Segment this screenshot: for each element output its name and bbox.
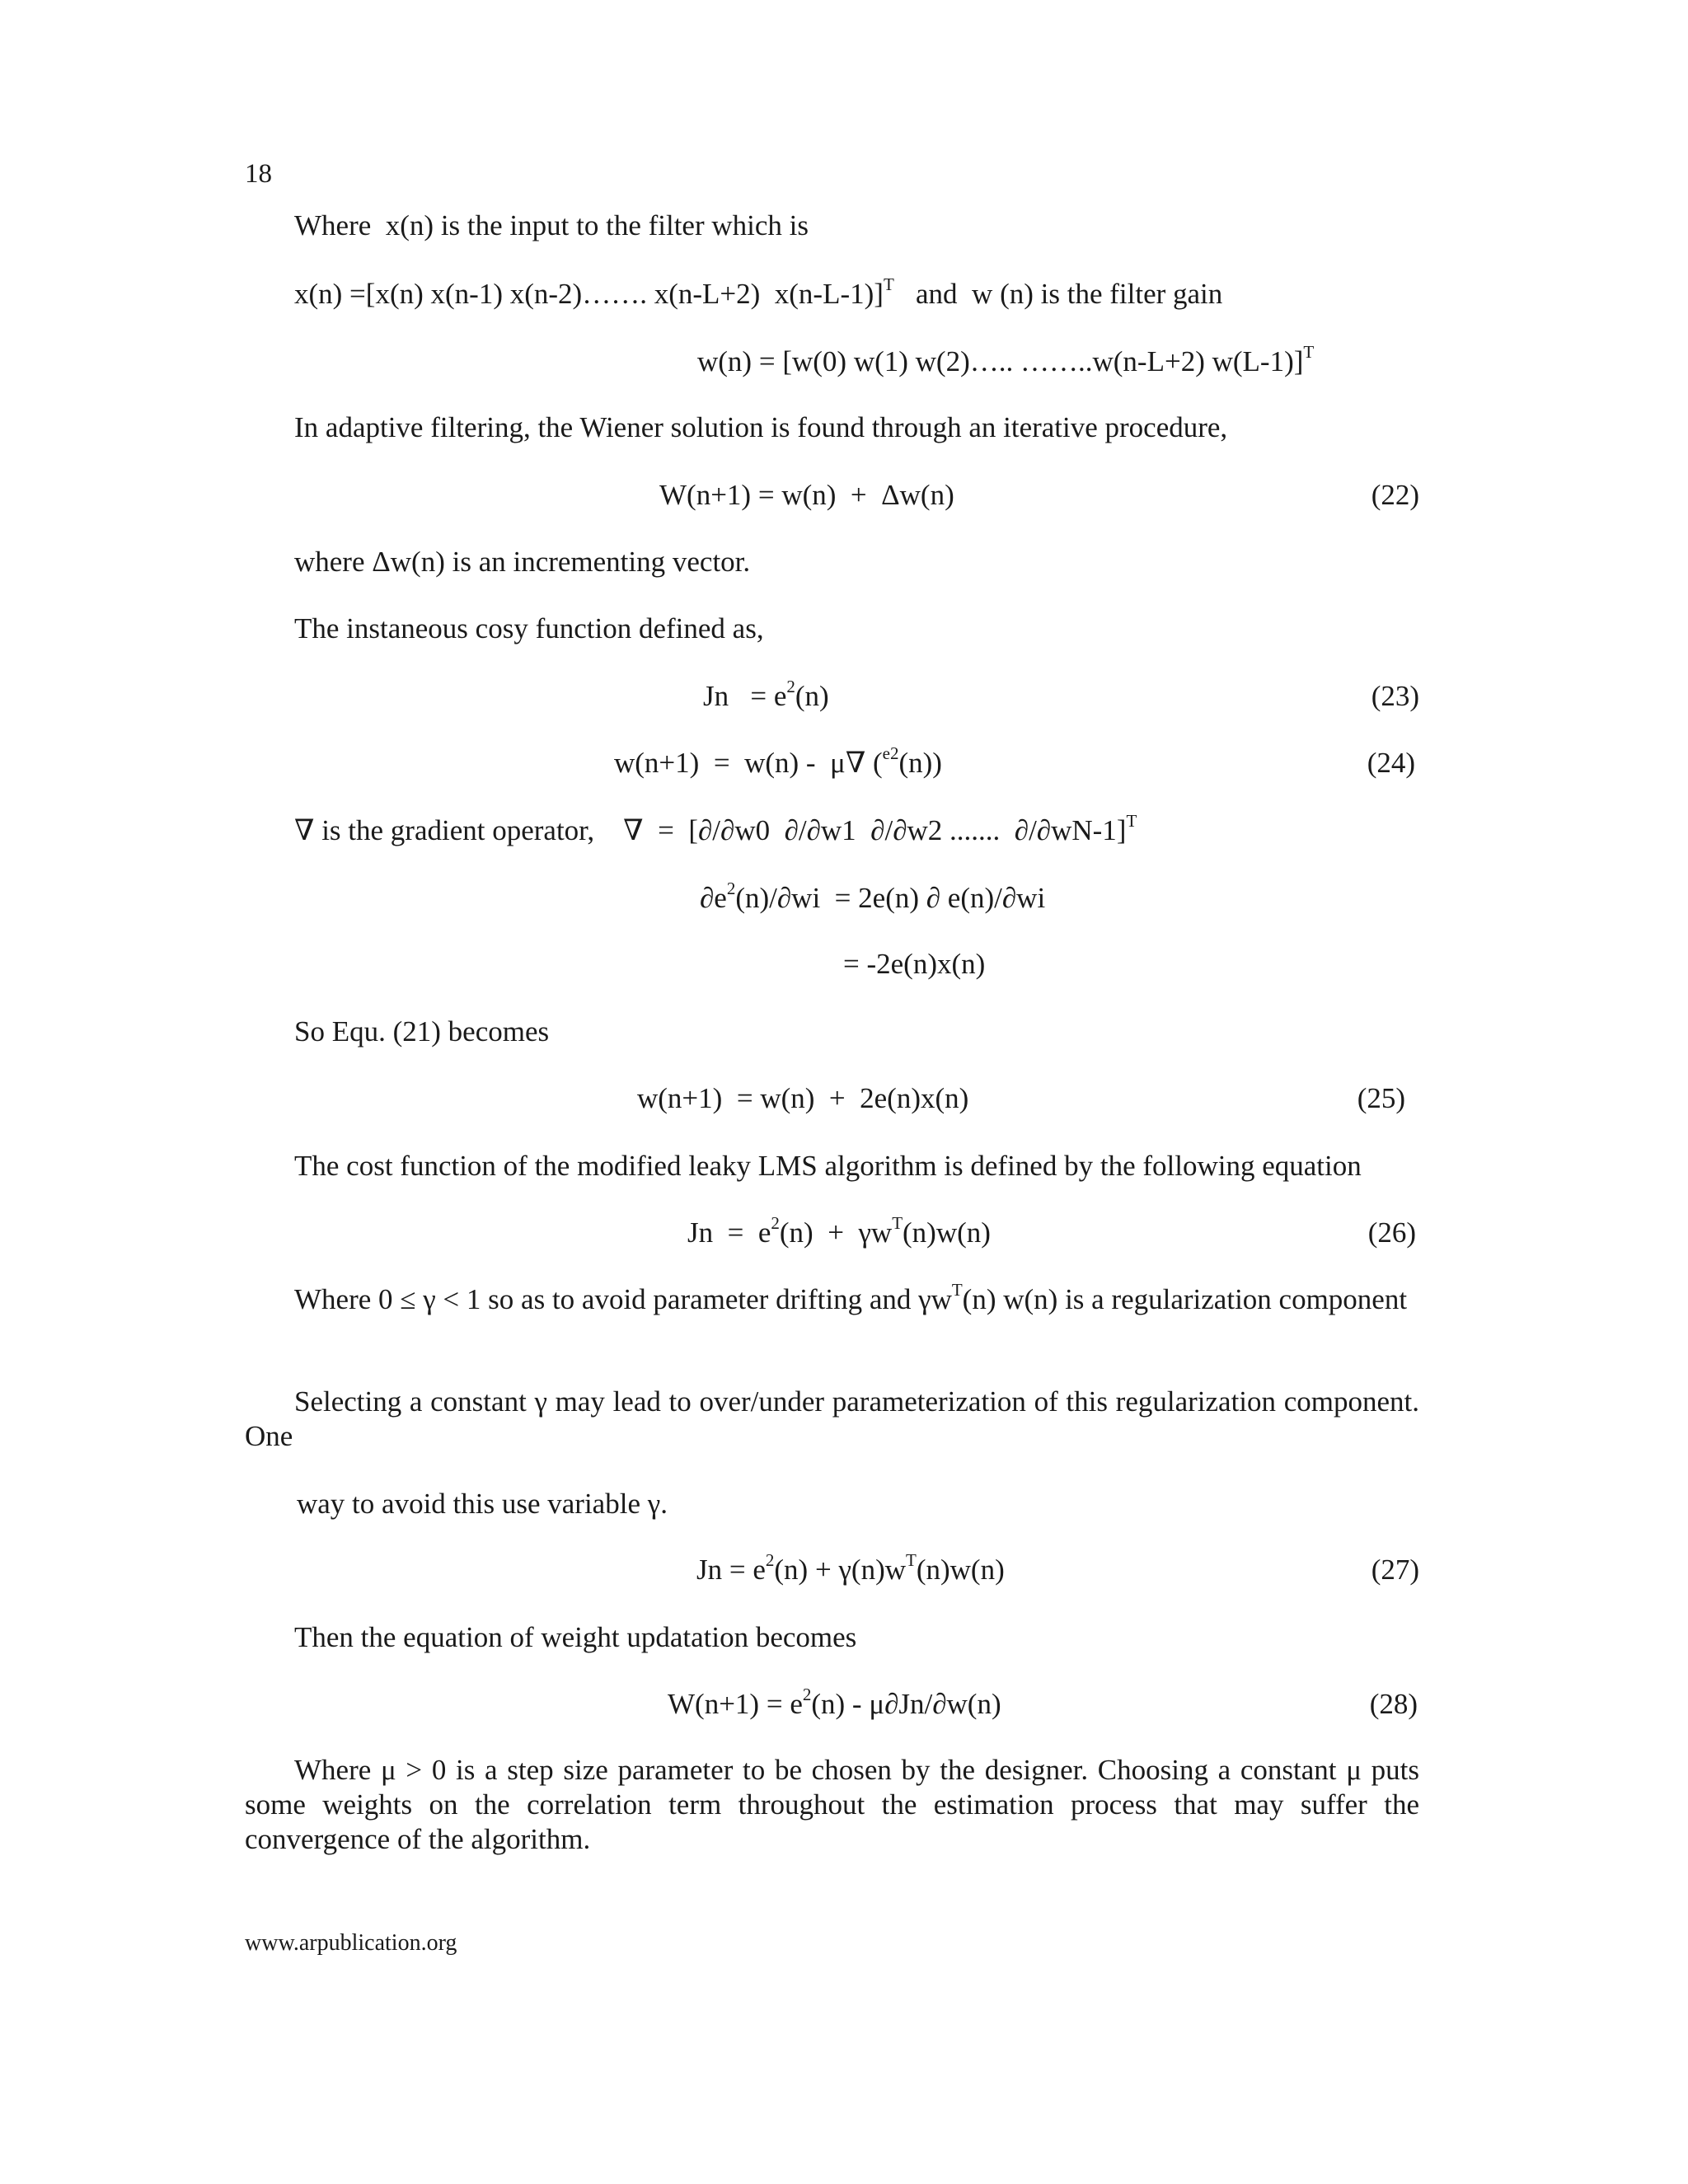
text-line: way to avoid this use variable γ. xyxy=(297,1488,668,1520)
equation-number: (26) xyxy=(1367,1216,1416,1249)
equation-number: (22) xyxy=(1371,479,1419,511)
footer-url: www.arpublication.org xyxy=(245,1930,457,1956)
weight-vector-definition: w(n) = [w(0) w(1) w(2)….. ……..w(n-L+2) w(L-1)]$^T$ xyxy=(697,342,1315,377)
equation-24: w(n+1) = w(n) - μ∇ ($^{e2}$(n)) xyxy=(614,743,942,779)
text-line: So Equ. (21) becomes xyxy=(294,1015,550,1047)
text-line: The cost function of the modified leaky LMS algorithm is defined by the following equation xyxy=(294,1150,1362,1182)
equation-23: $Jn = e^2(n)$ xyxy=(703,677,829,712)
text-line: Where x(n) is the input to the filter which is xyxy=(294,209,809,241)
equation-number: (28) xyxy=(1369,1688,1418,1720)
equation-27: $Jn = e^2(n) + \gamma(n)w^T(n)w(n)$ xyxy=(696,1550,1005,1586)
partial-derivative-line: $\partial e^2(n)/\partial wi = 2e(n)$ ∂ e(n)/∂wi xyxy=(700,879,1046,914)
equation-number: (24) xyxy=(1367,747,1415,779)
text-line: The instaneous cosy function defined as, xyxy=(294,612,764,644)
paragraph: Selecting a constant γ may lead to over/under parameterization of this regularization component. One xyxy=(245,1385,1419,1452)
text-line: Then the equation of weight updatation becomes xyxy=(294,1621,857,1653)
input-vector-definition: x(n) =[x(n) x(n-1) x(n-2)……. x(n-L+2) x(n-L-1)]$^T$ and w (n) is the filter gain xyxy=(294,274,1223,310)
equation-number: (23) xyxy=(1371,680,1419,712)
equation-number: (25) xyxy=(1357,1082,1405,1114)
partial-derivative-result: = -2e(n)x(n) xyxy=(843,948,986,980)
equation-number: (27) xyxy=(1371,1554,1419,1586)
text-line: where Δw(n) is an incrementing vector. xyxy=(294,546,751,578)
equation-22: W(n+1) = w(n) + Δw(n) xyxy=(659,479,954,511)
paragraph: Where μ > 0 is a step size parameter to be chosen by the designer. Choosing a constant μ puts some weights on the correlation term throughout the estimation process that may suffer the convergence of the algorithm. xyxy=(245,1754,1419,1855)
equation-26: $Jn = e^2(n) + \gamma w^T(n)w(n)$ xyxy=(687,1213,991,1249)
gradient-operator-definition: ∇ is the gradient operator, ∇ = [∂/∂w0 ∂/∂w1 ∂/∂w2 ....... ∂/∂wN-1]$^T$ xyxy=(294,811,1137,846)
equation-25: w(n+1) = w(n) + 2e(n)x(n) xyxy=(637,1082,969,1114)
text-line: In adaptive filtering, the Wiener solution is found through an iterative procedure, xyxy=(294,411,1228,443)
equation-28: $W(n+1) = e^2(n) - \mu\partial Jn/\partial w(n)$ xyxy=(668,1685,1001,1720)
paragraph: Where 0 ≤ γ < 1 so as to avoid parameter drifting and $\gamma w^T(n)$ w(n) is a regularization component xyxy=(294,1280,1408,1315)
page-number: 18 xyxy=(245,159,272,189)
